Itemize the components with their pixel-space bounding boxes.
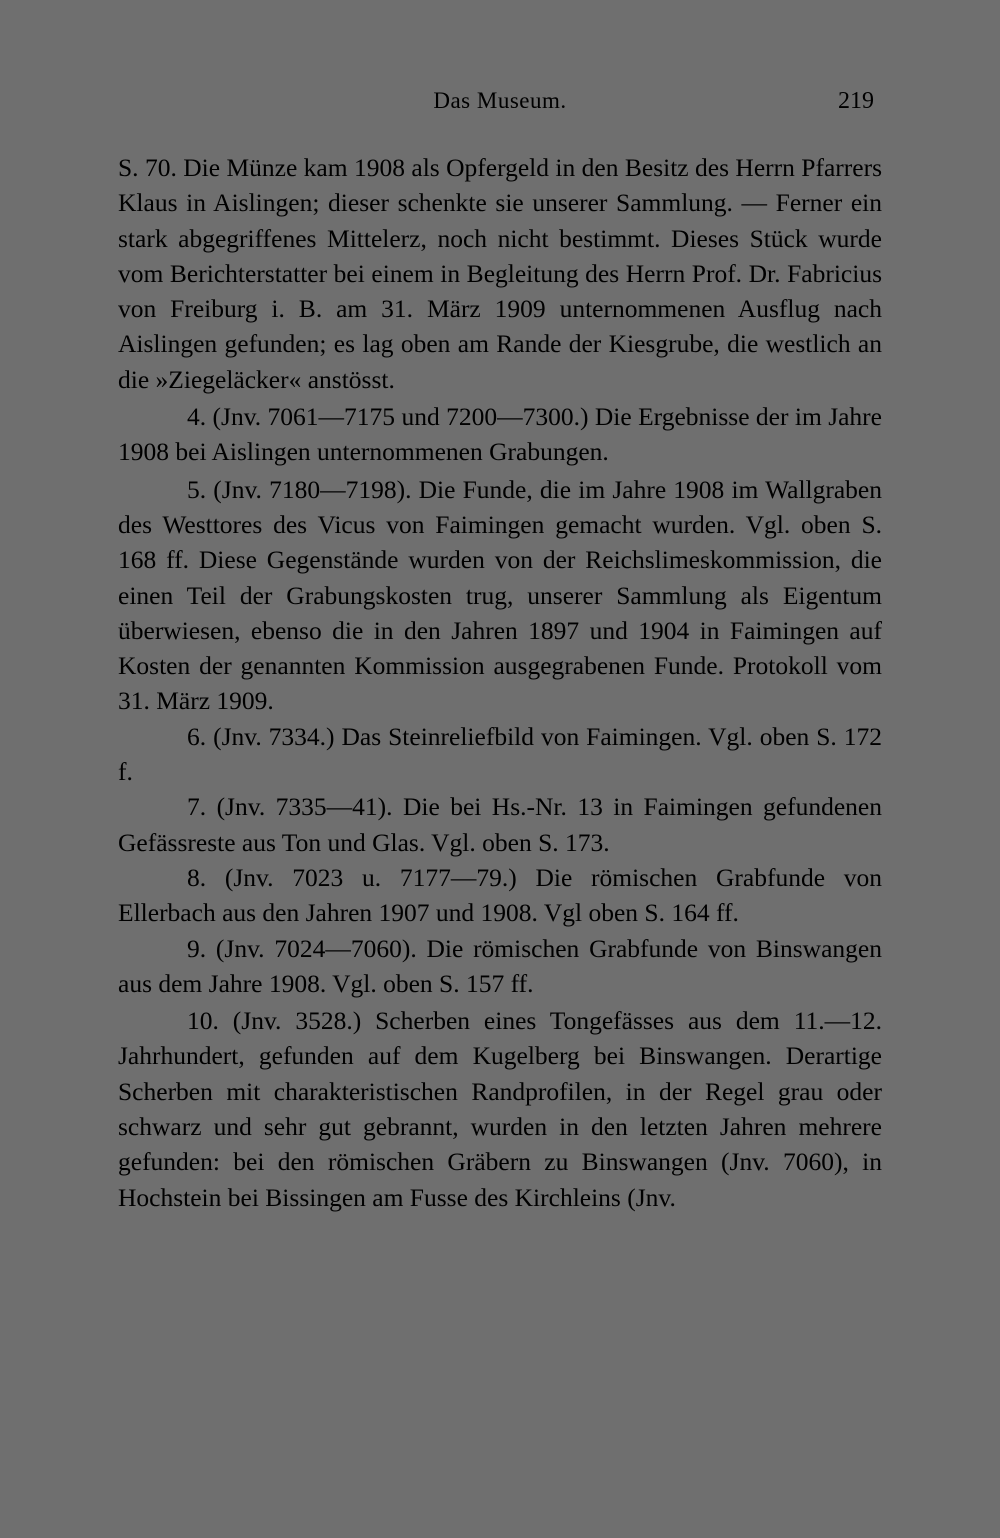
page-header-title: Das Museum. xyxy=(433,88,567,113)
paragraph-item-4: 4. (Jnv. 7061—7175 und 7200—7300.) Die Ergebnisse der im Jahre 1908 bei Aislingen unternommenen Grabungen. xyxy=(118,402,882,467)
paragraph-item-8: 8. (Jnv. 7023 u. 7177—79.) Die römischen Grabfunde von Ellerbach aus den Jahren 1907 und 1908. Vgl oben S. 164 ff. xyxy=(118,862,882,928)
paragraph-item-9: 9. (Jnv. 7024—7060). Die römischen Grabfunde von Binswangen aus dem Jahre 1908. Vgl. oben S. 157 ff. xyxy=(118,933,882,998)
paragraph-item-10: 10. (Jnv. 3528.) Scherben eines Tongefässes aus dem 11.—12. Jahrhundert, gefunden auf dem Kugelberg bei Binswangen. Derartige Scherben mit charakteristischen Randprofilen, in der Regel grau oder schwarz und sehr gut gebrannt, wurden in den letzten Jahren mehrere gefunden: bei den römischen Gräbern zu Binswangen (Jnv. 7060), in Hochstein bei Bissingen am Fusse des Kirchleins (Jnv. xyxy=(118,1006,882,1212)
page-number: 219 xyxy=(838,88,874,114)
paragraph-item-6: 6. (Jnv. 7334.) Das Steinreliefbild von Faimingen. Vgl. oben S. 172 f. xyxy=(118,721,882,787)
paragraph-continuation: S. 70. Die Münze kam 1908 als Opfergeld in den Besitz des Herrn Pfarrers Klaus in Aislingen; dieser schenkte sie unserer Sammlung. — Ferner ein stark abgegriffenes Mittelerz, noch nicht bestimmt. Dieses Stück wurde vom Berichterstatter bei einem in Begleitung des Herrn Prof. Dr. Fabricius von Freiburg i. B. am 31. März 1909 unternommenen Ausflug nach Aislingen gefunden; es lag oben am Rande der Kiesgrube, die westlich an die »Ziegeläcker« anstösst. xyxy=(118,153,882,394)
paragraph-item-7: 7. (Jnv. 7335—41). Die bei Hs.-Nr. 13 in Faimingen gefundenen Gefässreste aus Ton und Glas. Vgl. oben S. 173. xyxy=(118,792,882,857)
paragraph-item-5: 5. (Jnv. 7180—7198). Die Funde, die im Jahre 1908 im Wallgraben des Westtores des Vicus von Faimingen gemacht wurden. Vgl. oben S. 168 ff. Diese Gegenstände wurden von der Reichslimeskommission, die einen Teil der Grabungskosten trug, unserer Sammlung als Eigentum überwiesen, ebenso die in den Jahren 1897 und 1904 in Faimingen auf Kosten der genannten Kommission ausgegrabenen Funde. Protokoll vom 31. März 1909. xyxy=(118,474,882,716)
page-body xyxy=(118,150,882,1215)
